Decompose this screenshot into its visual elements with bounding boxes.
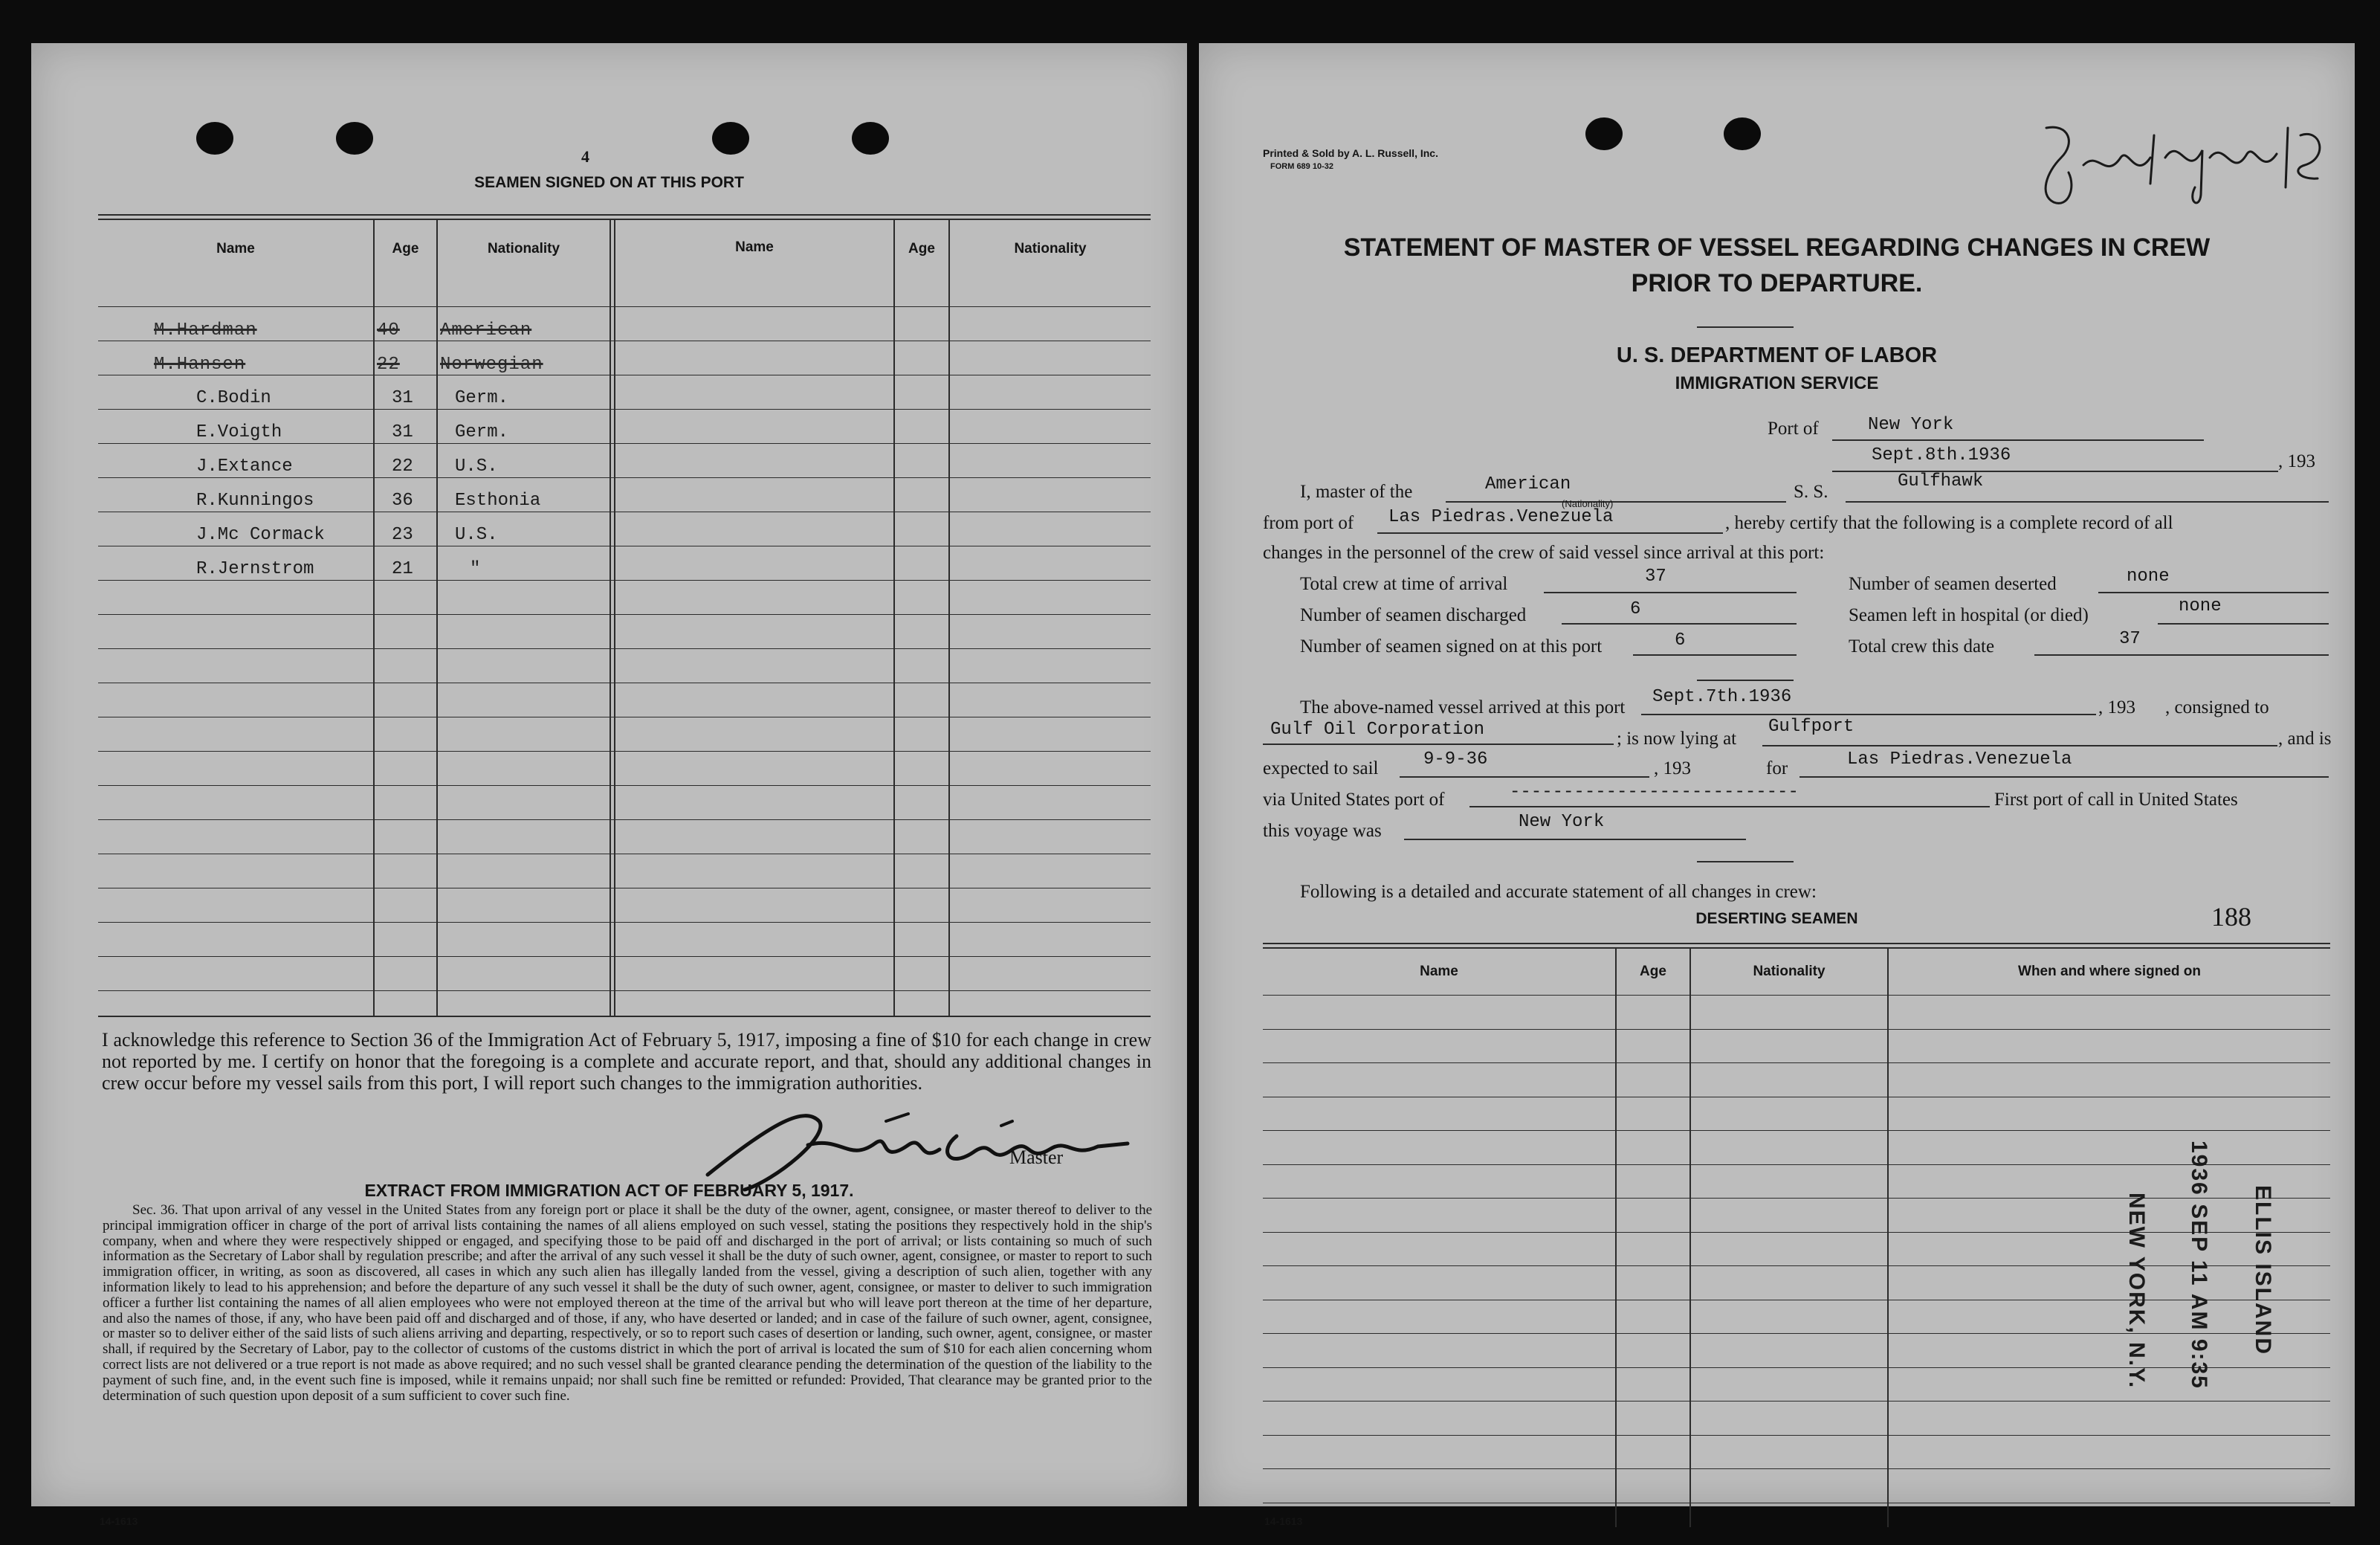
- discharged-line: [1562, 601, 1797, 625]
- seaman-nationality: U.S.: [455, 457, 498, 477]
- via-label: via United States port of: [1263, 790, 1445, 810]
- table-row-rule: [98, 785, 1151, 786]
- table-row-rule: [1263, 1468, 2330, 1469]
- seaman-name: R.Kunningos: [196, 491, 314, 511]
- column-header-age: Age: [1640, 964, 1666, 979]
- form-title-line2: PRIOR TO DEPARTURE.: [1631, 269, 1923, 297]
- total-crew-arrival-value: 37: [1645, 567, 1666, 587]
- punch-hole: [336, 122, 373, 155]
- column-header-name: Name: [735, 239, 774, 255]
- column-header-nationality: Nationality: [1014, 241, 1087, 257]
- punch-hole: [1585, 117, 1623, 150]
- port-of-label: Port of: [1768, 419, 1819, 439]
- form-number: FORM 689 10-32: [1270, 162, 1333, 171]
- ss-label: S. S.: [1794, 482, 1828, 502]
- ellis-island-stamp-line1: ELLIS ISLAND: [2251, 1185, 2275, 1356]
- department-name: U. S. DEPARTMENT OF LABOR: [1616, 343, 1938, 367]
- total-crew-date-label: Total crew this date: [1849, 636, 1995, 657]
- column-header-signed-on: When and where signed on: [2018, 964, 2201, 979]
- table-row-rule: [98, 819, 1151, 820]
- table-row-rule: [1263, 1401, 2330, 1402]
- arrived-value: Sept.7th.1936: [1652, 687, 1792, 707]
- section-title: SEAMEN SIGNED ON AT THIS PORT: [474, 174, 744, 191]
- seaman-name: J.Extance: [196, 457, 293, 477]
- voyage-label: this voyage was: [1263, 821, 1382, 841]
- for-label: for: [1766, 758, 1788, 778]
- page-number-stamp: 188: [2211, 902, 2251, 932]
- lying-label: ; is now lying at: [1617, 729, 1737, 749]
- column-divider: [373, 219, 375, 1016]
- master-of-label: I, master of the: [1300, 482, 1413, 502]
- table-top-rule: [1263, 943, 2330, 944]
- table-row-rule: [98, 306, 1151, 307]
- table-row-rule: [1263, 1232, 2330, 1233]
- vessel-name-value: Gulfhawk: [1898, 471, 1984, 491]
- arrived-year-label: , 193: [2098, 697, 2135, 717]
- column-header-age: Age: [908, 241, 935, 257]
- table-row-rule: [1263, 1333, 2330, 1334]
- table-row-rule: [1263, 1367, 2330, 1368]
- table-row-rule: [98, 614, 1151, 615]
- arrived-label: The above-named vessel arrived at this port: [1300, 697, 1626, 717]
- printer-line: Printed & Sold by A. L. Russell, Inc.: [1263, 147, 1438, 159]
- table-row-rule: [98, 751, 1151, 752]
- column-header-name: Name: [1420, 964, 1458, 979]
- seaman-age: 22: [392, 457, 413, 477]
- struck-nationality: American: [440, 320, 532, 341]
- discharged-value: 6: [1630, 599, 1641, 619]
- acknowledgment-paragraph: I acknowledge this reference to Section 36 of the Immigration Act of February 5, 1917, imposing a fine of $10 for each change in crew not reported by me. I certify on honor that the foregoing is a complete and accurate report, and that, should any additional changes in crew occur before my vessel sails from this port, I will report such changes to the immigration authorities.: [102, 1029, 1151, 1094]
- title-rule: [1697, 326, 1794, 328]
- table-row-rule: [1263, 1265, 2330, 1266]
- from-port-label: from port of: [1263, 513, 1354, 533]
- sail-value: 9-9-36: [1423, 749, 1488, 770]
- seaman-name: E.Voigth: [196, 422, 282, 442]
- column-header-name: Name: [216, 241, 255, 257]
- table-row-rule: [1263, 1130, 2330, 1131]
- table-row-rule: [1263, 1164, 2330, 1165]
- consigned-label: , consigned to: [2165, 697, 2269, 717]
- seaman-age: 36: [392, 491, 413, 511]
- date-value: Sept.8th.1936: [1872, 445, 2011, 465]
- handwritten-corner-note: [2024, 113, 2336, 225]
- table-row-rule: [98, 956, 1151, 957]
- table-row-rule: [98, 443, 1151, 444]
- deserted-label: Number of seamen deserted: [1849, 574, 2057, 594]
- table-row-rule: [98, 990, 1151, 991]
- struck-name: M.Hardman: [154, 320, 257, 341]
- struck-age: 40: [377, 320, 400, 341]
- seaman-nationality: U.S.: [455, 525, 498, 545]
- total-crew-date-value: 37: [2119, 629, 2141, 649]
- seaman-nationality: Germ.: [455, 388, 509, 408]
- table-row-rule: [98, 409, 1151, 410]
- table-row-rule: [98, 648, 1151, 649]
- table-top-rule: [1263, 947, 2330, 949]
- extract-title: EXTRACT FROM IMMIGRATION ACT OF FEBRUARY 5, 1917.: [364, 1181, 854, 1200]
- date-year-suffix: , 193: [2278, 451, 2315, 471]
- arrived-line: [1799, 691, 2096, 715]
- extract-text: Sec. 36. That upon arrival of any vessel in the United States from any foreign port or place it shall be the duty of the owner, agent, consignee, or master thereof to deliver to the principal immigration officer in charge of the port of arrival lists containing the names of all aliens employed on such vessel, stating the positions they respectively hold in the ship's company, when and where they were respectively shipped or engaged, and specifying those to be paid off and discharged in the port of arrival; or lists containing so much of such information as the Secretary of Labor shall by regulation prescribe; and after the arrival of any such vessel it shall be the duty of such owner, agent, consignee, or master to report to such immigration officer, in writing, as soon as discovered, all cases in which any such alien has illegally landed from the vessel, giving a description of such alien, together with any information likely to lead to his apprehension; and before the departure of any such vessel it shall be the duty of such owner, agent, consignee, or master to deliver to such immigration officer a further list containing the names of all alien employees who were not employed thereon at the time of the arrival but who will leave port thereon at the time of her departure, and also the names of those, if any, who have been paid off and discharged and of those, if any, who have deserted or landed; and in case of the failure of such owner, agent, consignee, or master so to deliver either of the said lists of such aliens arriving and departing, respectively, or so to report such cases of desertion or landing, such owner, agent, consignee, or master shall, if required by the Secretary of Labor, pay to the collector of customs of the customs district in which the port of arrival is located the sum of $10 for each alien concerning whom correct lists are not delivered or a true report is not made as above required; and no such vessel shall be granted clearance pending the determination of the question of the liability to the payment of such fine, and, in the event such fine is imposed, while it remains unpaid; nor shall such fine be remitted or refunded: Provided, That clearance may be granted prior to the determination of such question upon deposit of a sum sufficient to cover such fine.: [103, 1202, 1152, 1404]
- deserted-value: none: [2127, 567, 2170, 587]
- punch-hole: [196, 122, 233, 155]
- column-divider: [893, 219, 895, 1016]
- signed-on-value: 6: [1675, 630, 1686, 651]
- column-divider: [436, 219, 438, 1016]
- master-signature: [663, 1091, 1168, 1196]
- seaman-age: 23: [392, 525, 413, 545]
- table-row-rule: [1263, 1435, 2330, 1436]
- seaman-age: 31: [392, 388, 413, 408]
- voyage-value: New York: [1519, 812, 1605, 832]
- total-crew-arrival-line: [1544, 570, 1797, 593]
- vessel-nationality-value: American: [1485, 474, 1571, 494]
- column-header-nationality: Nationality: [1753, 964, 1826, 979]
- form-title-line1: STATEMENT OF MASTER OF VESSEL REGARDING CHANGES IN CREW: [1343, 233, 2211, 262]
- column-divider: [948, 219, 950, 1016]
- service-name: IMMIGRATION SERVICE: [1675, 373, 1879, 393]
- seaman-name: C.Bodin: [196, 388, 271, 408]
- seaman-nationality: Esthonia: [455, 491, 541, 511]
- punch-hole: [852, 122, 889, 155]
- right-form-page: [1199, 43, 2355, 1527]
- signed-on-line: [1633, 632, 1797, 656]
- column-header-age: Age: [392, 241, 419, 257]
- hospital-label: Seamen left in hospital (or died): [1849, 605, 2089, 625]
- certify-text: , hereby certify that the following is a complete record of all: [1725, 513, 2173, 533]
- punch-hole: [1724, 117, 1761, 150]
- total-crew-date-line: [2034, 632, 2329, 656]
- sail-year-label: , 193: [1654, 758, 1691, 778]
- table-row-rule: [1263, 1029, 2330, 1030]
- signed-on-label: Number of seamen signed on at this port: [1300, 636, 1603, 657]
- discharged-label: Number of seamen discharged: [1300, 605, 1527, 625]
- seaman-age: 21: [392, 559, 413, 579]
- from-port-value: Las Piedras.Venezuela: [1388, 507, 1614, 527]
- table-row-rule: [1263, 1062, 2330, 1063]
- for-value: Las Piedras.Venezuela: [1847, 749, 2072, 770]
- struck-name: M.Hansen: [154, 355, 246, 375]
- table-row-rule: [1263, 1198, 2330, 1199]
- seaman-nationality: ": [470, 559, 481, 579]
- total-crew-arrival-label: Total crew at time of arrival: [1300, 574, 1508, 594]
- left-form-page: [31, 43, 1187, 1527]
- changes-text: changes in the personnel of the crew of said vessel since arrival at this port:: [1263, 543, 1825, 563]
- column-divider: [1689, 947, 1691, 1527]
- column-divider: [1887, 947, 1889, 1527]
- and-is-label: , and is: [2278, 729, 2332, 749]
- section-rule: [1697, 680, 1794, 681]
- seaman-age: 31: [392, 422, 413, 442]
- seaman-name: J.Mc Cormack: [196, 525, 325, 545]
- seaman-nationality: Germ.: [455, 422, 509, 442]
- table-row-rule: [98, 922, 1151, 923]
- following-text: Following is a detailed and accurate statement of all changes in crew:: [1300, 882, 1817, 902]
- table-row-rule: [1263, 995, 2330, 996]
- section-rule: [1697, 861, 1794, 862]
- column-divider: [1615, 947, 1617, 1527]
- punch-hole: [712, 122, 749, 155]
- column-header-nationality: Nationality: [487, 241, 560, 257]
- table-bottom-rule: [98, 1016, 1151, 1017]
- table-top-rule: [98, 219, 1151, 220]
- table-row-rule: [98, 477, 1151, 478]
- column-divider: [614, 219, 615, 1016]
- struck-nationality: Norwegian: [440, 355, 543, 375]
- ellis-island-stamp-line2: 1936 SEP 11 AM 9:35: [2187, 1141, 2211, 1390]
- master-label: Master: [1009, 1146, 1064, 1168]
- seaman-name: R.Jernstrom: [196, 559, 314, 579]
- ellis-island-stamp-line3: NEW YORK, N.Y.: [2124, 1193, 2149, 1390]
- via-value: ---------------------------: [1510, 782, 1799, 802]
- page-number: 4: [581, 147, 589, 166]
- struck-age: 22: [377, 355, 400, 375]
- table-row-rule: [98, 580, 1151, 581]
- lying-value: Gulfport: [1768, 717, 1854, 737]
- sail-label: expected to sail: [1263, 758, 1379, 778]
- deserting-seamen-title: DESERTING SEAMEN: [1695, 910, 1858, 927]
- form-code: 14-1613: [1264, 1515, 1303, 1527]
- column-divider: [609, 219, 611, 1016]
- table-top-rule: [98, 214, 1151, 216]
- first-port-label: First port of call in United States: [1994, 790, 2238, 810]
- consignee-value: Gulf Oil Corporation: [1270, 720, 1485, 740]
- hospital-value: none: [2179, 596, 2222, 616]
- nationality-caption: (Nationality): [1562, 498, 1614, 509]
- port-of-value: New York: [1868, 415, 1954, 435]
- form-code: 14-1613: [100, 1515, 138, 1527]
